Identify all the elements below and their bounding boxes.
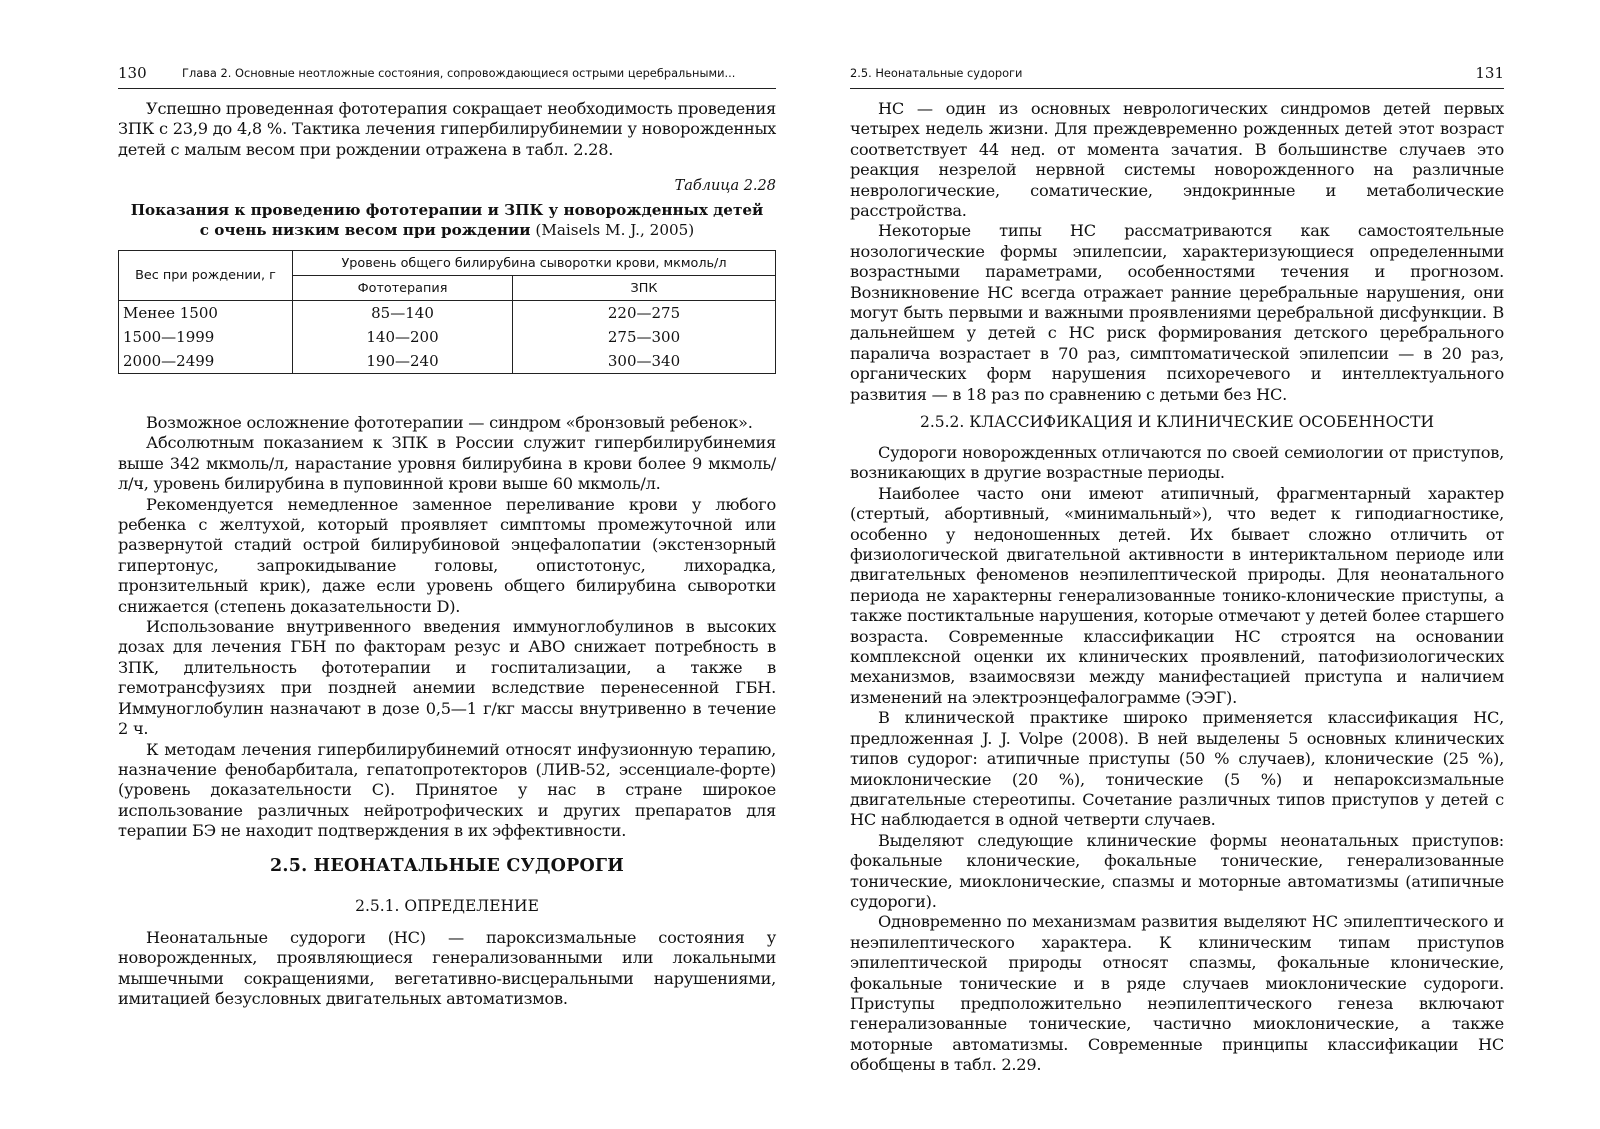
table-number: Таблица 2.28 (674, 178, 776, 194)
paragraph: Возможное осложнение фототерапии — синдром «бронзовый ребенок». (146, 413, 753, 432)
subsection-heading-definition: 2.5.1. ОПРЕДЕЛЕНИЕ (355, 897, 539, 915)
table-title-line2: с очень низким весом при рождении (199, 221, 531, 239)
table-row (119, 301, 776, 326)
paragraph: Одновременно по механизмам развития выделяют НС эпилептического и неэпилептического характера. К клиническим типам приступов эпилептической природы относят спазмы, фокальные клонические, фокальные тонические и в ряде случаев миоклонические судороги. Приступы предположительно неэпилептического генеза включают генерализованные тонические, частично миоклонические, а также моторные автоматизмы. Современные принципы классификации НС обобщены в табл. 2.29. (850, 912, 1504, 1075)
table-title (118, 200, 776, 240)
body-block-right-top (850, 99, 1504, 405)
running-head-right (850, 64, 1504, 89)
body-block-left (118, 413, 776, 842)
paragraph: В клинической практике широко применяется классификация НС, предложенная J. J. Volpe (2008). В ней выделены 5 основных клинических типов судорог: атипичные приступы (50 % случаев), клонические (25 %), миоклонические (20 %), тонические (5 %) и непароксизмальные двигательные стереотипы. Сочетание различных типов приступов у детей с НС наблюдается в одной четверти случаев. (850, 708, 1504, 830)
cell-photo: 140—200 (293, 325, 513, 349)
paragraph: Абсолютным показанием к ЗПК в России служит гипербилирубинемия выше 342 мкмоль/л, нарастание уровня билирубина в крови более 9 мкмоль/л/ч, уровень билирубина в пуповинной крови выше 60 мкмоль/л. (118, 433, 776, 494)
paragraph: Рекомендуется немедленное заменное переливание крови у любого ребенка с желтухой, который проявляет симптомы промежуточной или развернутой стадий острой билирубиновой энцефалопатии (экстензорный гипертонус, запрокидывание головы, опистотонус, лихорадка, пронзительный крик), даже если уровень общего билирубина сыворотки снижается (степень доказательности D). (118, 494, 776, 616)
paragraph: НС — один из основных неврологических синдромов детей первых четырех недель жизни. Для преждевременно рожденных детей этот возраст соответствует 44 нед. от момента зачатия. В большинстве случаев это реакция незрелой нервной системы новорожденного на различные неврологические, соматические, эндокринные и метаболические расстройства. (850, 99, 1504, 221)
page-number-left: 130 (118, 64, 147, 82)
paragraph: Наиболее часто они имеют атипичный, фрагментарный характер (стертый, абортивный, «минимальный»), что ведет к гиподиагностике, особенно у недоношенных детей. Их бывает сложно отличить от физиологической двигательной активности в интериктальном периоде или двигательных феноменов неэпилептической природы. Для неонатального периода не характерны генерализованные тонико-клонические приступы, а также постиктальные нарушения, которые отмечают у детей более старшего возраста. Современные классификации НС строятся на основании комплексной оценки их клинических проявлений, патофизиологических механизмов, взаимосвязи между манифестацией приступа и наличием изменений на электроэнцефалограмме (ЭЭГ). (850, 483, 1504, 707)
paragraph: Использование внутривенного введения иммуноглобулинов в высоких дозах для лечения ГБН по факторам резус и АВО снижает потребность в ЗПК, длительность фототерапии и госпитализации, а также в гемотрансфузиях при поздней анемии вследствие перенесенной ГБН. Иммуноглобулин назначают в дозе 0,5—1 г/кг массы внутривенно в течение 2 ч. (118, 617, 776, 739)
table-row (119, 325, 776, 349)
right-page (850, 0, 1504, 1129)
cell-photo: 190—240 (293, 349, 513, 374)
definition-paragraph: Неонатальные судороги (НС) — пароксизмальные состояния у новорожденных, проявляющиеся генерализованными или локальными мышечными сокращениями, вегетативно-висцеральными нарушениями, имитацией безусловных двигательных автоматизмов. (118, 928, 776, 1009)
body-block-right-bottom (850, 443, 1504, 1076)
header-weight: Вес при рождении, г (119, 251, 293, 301)
table-block (118, 178, 776, 374)
header-phototherapy: Фототерапия (293, 276, 513, 301)
running-head-title-left: Глава 2. Основные неотложные состояния, сопровождающиеся острыми церебральными... (182, 66, 736, 80)
table-row (119, 349, 776, 374)
table-title-line1: Показания к проведению фототерапии и ЗПК у новорожденных детей (130, 201, 764, 219)
subsection-block-left (118, 897, 776, 915)
running-head-left (118, 64, 776, 89)
cell-weight: 2000—2499 (119, 349, 293, 374)
cell-weight: Менее 1500 (119, 301, 293, 326)
running-head-title-right: 2.5. Неонатальные судороги (850, 66, 1023, 80)
table-title-source: (Maisels M. J., 2005) (530, 221, 695, 239)
subsection-heading-classification: 2.5.2. КЛАССИФИКАЦИЯ И КЛИНИЧЕСКИЕ ОСОБЕННОСТИ (919, 413, 1435, 431)
cell-zpk: 220—275 (513, 301, 776, 326)
definition-block (118, 928, 776, 1010)
paragraph: Некоторые типы НС рассматриваются как самостоятельные нозологические формы эпилепсии, характеризующиеся определенными возрастными параметрами, особенностями течения и прогнозом. Возникновение НС всегда отражает ранние церебральные нарушения, они могут быть первыми и важными проявлениями церебральной дисфункции. В дальнейшем у детей с НС риск формирования детского церебрального паралича возрастает в 70 раз, симптоматической эпилепсии — в 20 раз, органических форм нарушения психоречевого и интеллектуального развития — в 18 раз по сравнению с детьми без НС. (850, 221, 1504, 404)
intro-block (118, 99, 776, 160)
paragraph: Выделяют следующие клинические формы неонатальных приступов: фокальные клонические, фокальные тонические, генерализованные тонические, миоклонические, спазмы и моторные автоматизмы (атипичные судороги). (850, 830, 1504, 911)
cell-zpk: 300—340 (513, 349, 776, 374)
left-page (118, 0, 776, 1129)
header-zpk: ЗПК (513, 276, 776, 301)
data-table (118, 250, 776, 374)
intro-paragraph: Успешно проведенная фототерапия сокращает необходимость проведения ЗПК с 23,9 до 4,8 %. Тактика лечения гипербилирубинемии у новорожденных детей с малым весом при рождении отражена в табл. 2.28. (118, 99, 776, 159)
section-block (118, 856, 776, 876)
paragraph: Судороги новорожденных отличаются по своей семиологии от приступов, возникающих в другие возрастные периоды. (850, 443, 1504, 483)
cell-photo: 85—140 (293, 301, 513, 326)
section-heading: 2.5. НЕОНАТАЛЬНЫЕ СУДОРОГИ (270, 856, 624, 876)
subsection-block-right (850, 413, 1504, 431)
paragraph: К методам лечения гипербилирубинемий относят инфузионную терапию, назначение фенобарбитала, гепатопротекторов (ЛИВ-52, эссенциале-форте) (уровень доказательности С). Принятое у нас в стране широкое использование различных нейротрофических и других препаратов для терапии БЭ не находит подтверждения в их эффективности. (118, 739, 776, 841)
cell-weight: 1500—1999 (119, 325, 293, 349)
header-level: Уровень общего билирубина сыворотки крови, мкмоль/л (293, 251, 776, 276)
page-number-right: 131 (1475, 64, 1504, 82)
cell-zpk: 275—300 (513, 325, 776, 349)
